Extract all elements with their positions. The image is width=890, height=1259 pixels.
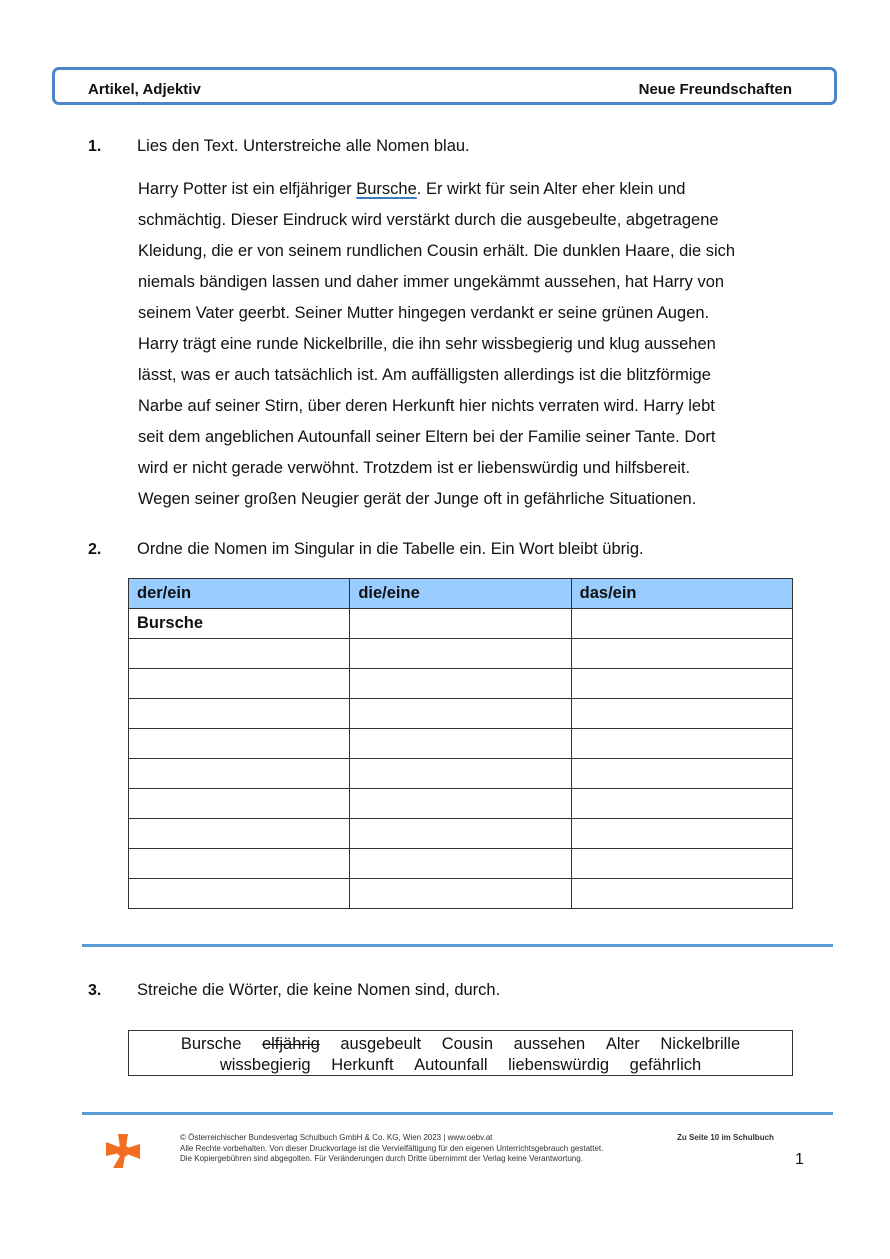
publisher-logo-icon xyxy=(104,1132,142,1170)
underlined-noun: Bursche xyxy=(356,180,417,198)
table-row xyxy=(129,849,793,879)
table-cell[interactable] xyxy=(571,819,792,849)
table-header-row xyxy=(129,579,793,609)
table-cell[interactable] xyxy=(571,879,792,909)
task2-instruction: Ordne die Nomen im Singular in die Tabelle ein. Ein Wort bleibt übrig. xyxy=(137,540,644,558)
table-cell[interactable] xyxy=(571,849,792,879)
passage-line: Narbe auf seiner Stirn, über deren Herkunft hier nichts verraten wird. Harry lebt xyxy=(138,397,715,415)
reading-passage xyxy=(138,174,818,515)
word-item[interactable]: Nickelbrille xyxy=(660,1035,741,1053)
table-row xyxy=(129,639,793,669)
task3-instruction: Streiche die Wörter, die keine Nomen sind, durch. xyxy=(137,981,501,999)
table-cell[interactable] xyxy=(350,699,571,729)
word-row-2 xyxy=(129,1055,792,1076)
word-item[interactable]: gefährlich xyxy=(629,1056,702,1074)
passage-line: Wegen seiner großen Neugier gerät der Junge oft in gefährliche Situationen. xyxy=(138,490,697,508)
table-cell[interactable]: Bursche xyxy=(129,609,350,639)
header-title: Neue Freundschaften xyxy=(638,81,792,98)
table-cell[interactable] xyxy=(129,849,350,879)
column-header-die: die/eine xyxy=(350,579,571,609)
word-item[interactable]: Autounfall xyxy=(414,1056,488,1074)
word-item[interactable]: Cousin xyxy=(441,1035,494,1053)
table-cell[interactable] xyxy=(571,639,792,669)
copyright-line: Die Kopiergebühren sind abgegolten. Für Veränderungen durch Dritte übernimmt der Verlag keine Verantwortung. xyxy=(180,1154,583,1163)
table-row xyxy=(129,819,793,849)
table-cell[interactable] xyxy=(571,699,792,729)
passage-line: Harry Potter ist ein elfjähriger Bursche. Er wirkt für sein Alter eher klein und xyxy=(138,180,686,198)
table-cell[interactable] xyxy=(350,759,571,789)
table-cell[interactable] xyxy=(129,819,350,849)
copyright-notice xyxy=(180,1133,603,1165)
task3-number: 3. xyxy=(88,982,102,999)
table-cell[interactable] xyxy=(350,879,571,909)
table-cell[interactable] xyxy=(129,879,350,909)
table-cell[interactable] xyxy=(350,819,571,849)
word-item[interactable]: Bursche xyxy=(180,1035,242,1053)
column-header-der: der/ein xyxy=(129,579,350,609)
word-row-1 xyxy=(129,1034,792,1055)
textbook-reference: Zu Seite 10 im Schulbuch xyxy=(677,1133,774,1142)
table-cell[interactable] xyxy=(350,849,571,879)
table-row xyxy=(129,699,793,729)
passage-line: Harry trägt eine runde Nickelbrille, die ihn sehr wissbegierig und klug aussehen xyxy=(138,335,716,353)
table-cell[interactable] xyxy=(129,669,350,699)
word-item[interactable]: wissbegierig xyxy=(219,1056,311,1074)
table-row xyxy=(129,609,793,639)
passage-line: seit dem angeblichen Autounfall seiner Eltern bei der Familie seiner Tante. Dort xyxy=(138,428,716,446)
table-cell[interactable] xyxy=(571,609,792,639)
table-cell[interactable] xyxy=(350,669,571,699)
passage-line: Kleidung, die er von seinem rundlichen Cousin erhält. Die dunklen Haare, die sich xyxy=(138,242,736,260)
table-row xyxy=(129,789,793,819)
word-item[interactable]: Herkunft xyxy=(331,1056,394,1074)
table-cell[interactable] xyxy=(571,789,792,819)
table-row xyxy=(129,669,793,699)
task1-instruction: Lies den Text. Unterstreiche alle Nomen blau. xyxy=(137,137,470,155)
task1-number: 1. xyxy=(88,138,102,155)
footer-divider xyxy=(82,1112,833,1115)
table-cell[interactable] xyxy=(571,729,792,759)
table-cell[interactable] xyxy=(129,639,350,669)
column-header-das: das/ein xyxy=(571,579,792,609)
task2-number: 2. xyxy=(88,541,102,558)
copyright-line: Alle Rechte vorbehalten. Von dieser Druckvorlage ist die Vervielfältigung für den eigenen Unterrichtsgebrauch gestattet. xyxy=(180,1143,604,1153)
worksheet-header xyxy=(52,67,837,105)
table-cell[interactable] xyxy=(350,609,571,639)
passage-line: wird er nicht gerade verwöhnt. Trotzdem ist er liebenswürdig und hilfsbereit. xyxy=(138,459,691,477)
table-cell[interactable] xyxy=(129,759,350,789)
passage-line: lässt, was er auch tatsächlich ist. Am auffälligsten allerdings ist die blitzförmige xyxy=(138,366,711,384)
word-box xyxy=(128,1030,793,1076)
table-row xyxy=(129,759,793,789)
table-cell[interactable] xyxy=(129,789,350,819)
table-cell[interactable] xyxy=(350,639,571,669)
page-number: 1 xyxy=(795,1151,804,1168)
passage-line: niemals bändigen lassen und daher immer ungekämmt aussehen, hat Harry von xyxy=(138,273,725,291)
header-topic: Artikel, Adjektiv xyxy=(88,81,201,98)
section-divider xyxy=(82,944,833,947)
table-cell[interactable] xyxy=(571,669,792,699)
table-cell[interactable] xyxy=(350,789,571,819)
table-cell[interactable] xyxy=(350,729,571,759)
table-cell[interactable] xyxy=(571,759,792,789)
passage-line: schmächtig. Dieser Eindruck wird verstärkt durch die ausgebeulte, abgetragene xyxy=(138,211,719,229)
table-cell[interactable] xyxy=(129,729,350,759)
word-item[interactable]: liebenswürdig xyxy=(508,1056,610,1074)
copyright-line: © Österreichischer Bundesverlag Schulbuch GmbH & Co. KG, Wien 2023 | www.oebv.at xyxy=(180,1133,493,1142)
word-item[interactable]: Alter xyxy=(605,1035,640,1053)
table-row xyxy=(129,879,793,909)
table-cell[interactable] xyxy=(129,699,350,729)
article-table xyxy=(128,578,793,909)
passage-line: seinem Vater geerbt. Seiner Mutter hingegen verdankt er seine grünen Augen. xyxy=(138,304,710,322)
word-item-struck[interactable]: elfjährig xyxy=(261,1035,320,1053)
table-row xyxy=(129,729,793,759)
word-item[interactable]: ausgebeult xyxy=(340,1035,422,1053)
word-item[interactable]: aussehen xyxy=(513,1035,586,1053)
